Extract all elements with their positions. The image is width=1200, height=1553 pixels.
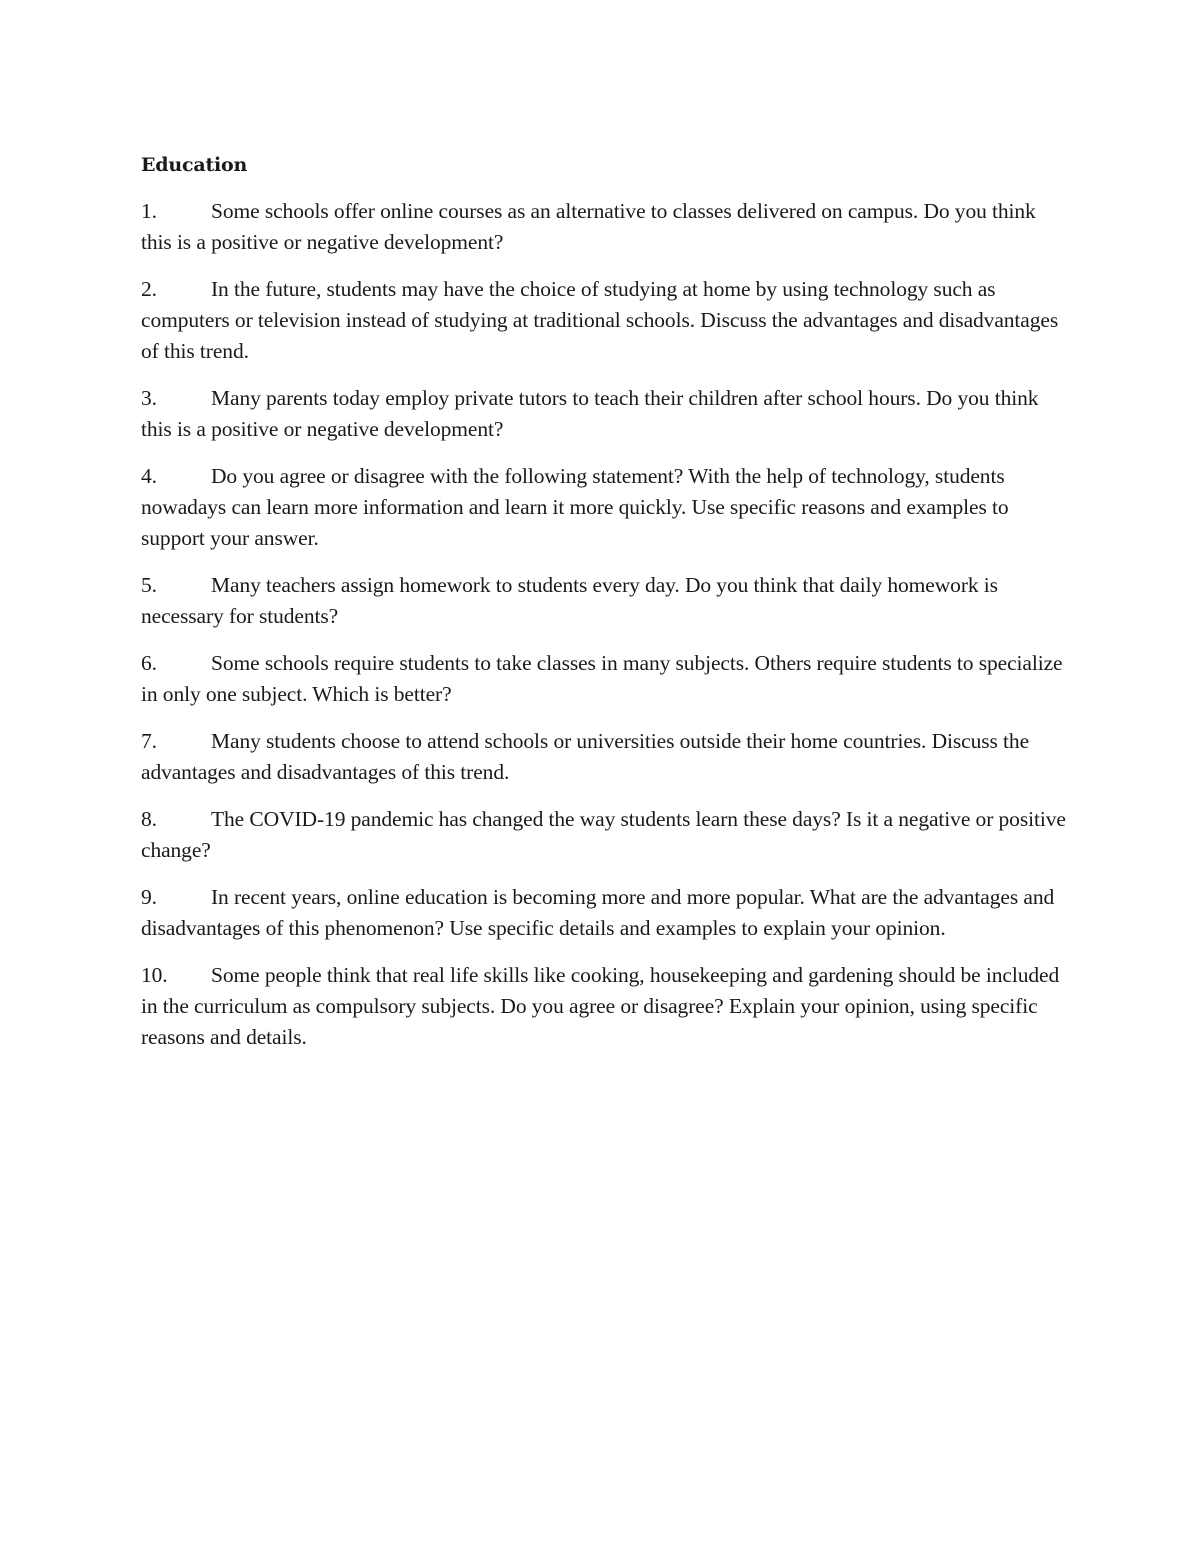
item-number: 8. (141, 807, 157, 831)
document-heading: Education (141, 154, 248, 176)
item-number: 10. (141, 963, 168, 987)
item-text: In recent years, online education is becoming more and more popular. What are the advantages and disadvantages of this phenomenon? Use specific details and examples to explain your opinion. (141, 885, 1055, 940)
item-text: In the future, students may have the choice of studying at home by using technology such as computers or television instead of studying at traditional schools. Discuss the advantages and disadvantages of this trend. (141, 277, 1059, 363)
list-item (141, 726, 1066, 788)
item-text: Many students choose to attend schools or universities outside their home countries. Discuss the advantages and disadvantages of this trend. (141, 729, 1030, 784)
item-number: 4. (141, 464, 157, 488)
list-item (141, 461, 1066, 554)
item-text: Some people think that real life skills like cooking, housekeeping and gardening should be included in the curriculum as compulsory subjects. Do you agree or disagree? Explain your opinion, using specific reasons and details. (141, 963, 1060, 1049)
document-page (141, 150, 1066, 1069)
item-text: Do you agree or disagree with the following statement? With the help of technology, students nowadays can learn more information and learn it more quickly. Use specific reasons and examples to support your answer. (141, 464, 1009, 550)
item-number: 1. (141, 199, 157, 223)
item-number: 3. (141, 386, 157, 410)
item-number: 2. (141, 277, 157, 301)
item-text: Many parents today employ private tutors to teach their children after school hours. Do you think this is a positive or negative development? (141, 386, 1039, 441)
item-text: Some schools offer online courses as an alternative to classes delivered on campus. Do you think this is a positive or negative development? (141, 199, 1036, 254)
item-number: 5. (141, 573, 157, 597)
list-item (141, 804, 1066, 866)
item-number: 6. (141, 651, 157, 675)
list-item (141, 648, 1066, 710)
item-text: Many teachers assign homework to students every day. Do you think that daily homework is necessary for students? (141, 573, 998, 628)
list-item (141, 882, 1066, 944)
list-item (141, 196, 1066, 258)
item-text: Some schools require students to take classes in many subjects. Others require students to specialize in only one subject. Which is better? (141, 651, 1063, 706)
item-number: 9. (141, 885, 157, 909)
list-item (141, 960, 1066, 1053)
list-item (141, 383, 1066, 445)
item-number: 7. (141, 729, 157, 753)
list-item (141, 274, 1066, 367)
list-item (141, 570, 1066, 632)
item-text: The COVID-19 pandemic has changed the way students learn these days? Is it a negative or positive change? (141, 807, 1066, 862)
